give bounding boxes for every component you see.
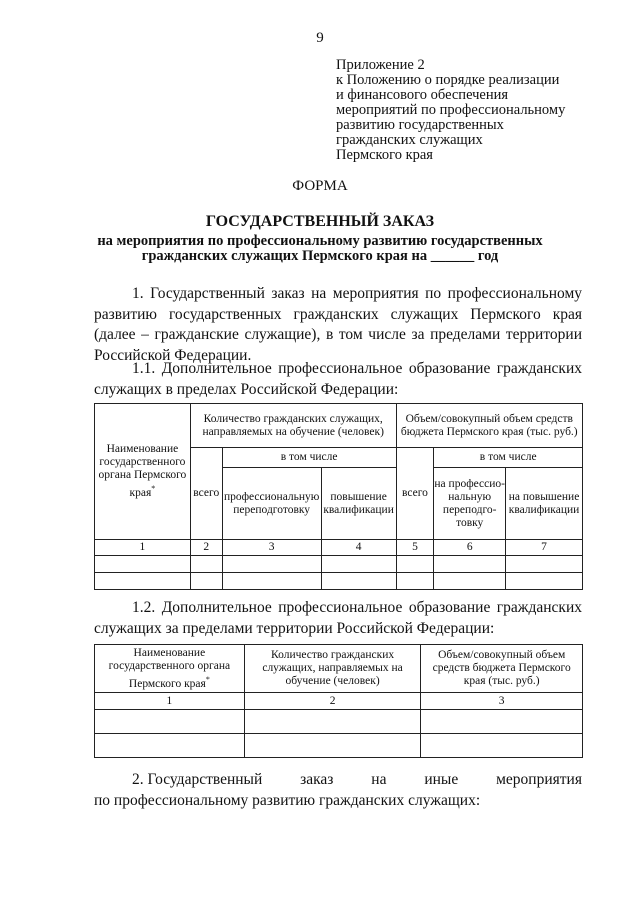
table-row (95, 710, 583, 734)
empty-cell (95, 710, 245, 734)
empty-cell (321, 556, 396, 573)
header-count-total: всего (190, 448, 222, 540)
header-prof-retraining: профессиональную переподготовку (222, 468, 321, 540)
header-count: Количество гражданских служащих, направляемых на обучение (человек) (244, 645, 421, 693)
empty-cell (396, 556, 434, 573)
section-2-word: иные (424, 771, 459, 788)
header-count-including: в том числе (222, 448, 396, 468)
table-row (95, 573, 583, 590)
section-2-word: мероприятия (496, 771, 582, 788)
form-label: ФОРМА (292, 178, 348, 194)
appendix-line: развитию государственных (336, 117, 504, 133)
appendix-line: Приложение 2 (336, 57, 425, 73)
header-count-group: Количество гражданских служащих, направляемых на обучение (человек) (190, 404, 396, 448)
empty-cell (190, 556, 222, 573)
table-domestic-training (94, 403, 583, 590)
column-number: 4 (321, 540, 396, 556)
section-2-word: 2. Государственный (132, 771, 263, 788)
empty-cell (95, 573, 191, 590)
header-budget-qual: на повышение квалификации (506, 468, 583, 540)
column-number: 2 (190, 540, 222, 556)
header-budget-including: в том числе (434, 448, 583, 468)
header-org-name-text: Наименование государственного органа Пермского края (108, 646, 231, 690)
subtitle-line: на мероприятия по профессиональному развитию государственных (97, 233, 543, 249)
empty-cell (396, 573, 434, 590)
appendix-line: мероприятий по профессиональному (336, 102, 566, 118)
column-number: 1 (95, 540, 191, 556)
document-title: ГОСУДАРСТВЕННЫЙ ЗАКАЗ (205, 213, 435, 230)
section-1-text: 1. Государственный заказ на мероприятия по профессиональному развитию государственных гражданских служащих Пермского края (далее – гражданские служащие), в том числе за пределами территории Российской Федерации. (94, 285, 582, 364)
empty-cell (190, 573, 222, 590)
column-number: 3 (222, 540, 321, 556)
empty-cell (95, 734, 245, 758)
table-row (95, 734, 583, 758)
empty-cell (222, 573, 321, 590)
header-budget-total: всего (396, 448, 434, 540)
header-org-name-text: Наименование государственного органа Пермского края (98, 443, 187, 499)
header-org-name (95, 404, 191, 540)
section-1-1-text: 1.1. Дополнительное профессиональное образование гражданских служащих в пределах Российской Федерации: (94, 360, 582, 398)
column-number: 2 (244, 693, 421, 710)
header-qual-upgrade: повышение квалификации (321, 468, 396, 540)
document-subtitle (80, 234, 560, 264)
appendix-line: Пермского края (336, 147, 433, 163)
table-foreign-training (94, 644, 583, 758)
header-budget-group: Объем/совокупный объем средств бюджета Пермского края (тыс. руб.) (396, 404, 582, 448)
column-number: 5 (396, 540, 434, 556)
empty-cell (95, 556, 191, 573)
empty-cell (434, 556, 506, 573)
section-2-word: на (371, 771, 387, 788)
column-number: 1 (95, 693, 245, 710)
empty-cell (506, 573, 583, 590)
empty-cell (434, 573, 506, 590)
appendix-note (336, 58, 565, 163)
appendix-line: и финансового обеспечения (336, 87, 509, 103)
section-2-line-1 (94, 770, 582, 791)
section-1-2-text: 1.2. Дополнительное профессиональное образование гражданских служащих за пределами территории Российской Федерации: (94, 599, 582, 637)
header-budget-retraining: на профессио-нальную переподго-товку (434, 468, 506, 540)
table-row (95, 556, 583, 573)
empty-cell (506, 556, 583, 573)
appendix-line: к Положению о порядке реализации (336, 72, 560, 88)
appendix-line: гражданских служащих (336, 132, 483, 148)
page-number: 9 (316, 30, 324, 46)
empty-cell (421, 734, 583, 758)
asterisk-mark: * (151, 484, 156, 494)
empty-cell (222, 556, 321, 573)
empty-cell (244, 734, 421, 758)
section-2-word: заказ (300, 771, 334, 788)
asterisk-mark: * (205, 674, 210, 684)
column-number: 7 (506, 540, 583, 556)
header-budget: Объем/совокупный объем средств бюджета Пермского края (тыс. руб.) (421, 645, 583, 693)
empty-cell (244, 710, 421, 734)
section-2-line-2: по профессиональному развитию гражданских служащих: (94, 791, 481, 809)
column-number: 3 (421, 693, 583, 710)
header-org-name (95, 645, 245, 693)
empty-cell (321, 573, 396, 590)
section-2-text (94, 770, 582, 811)
empty-cell (421, 710, 583, 734)
subtitle-line: гражданских служащих Пермского края на ______ год (141, 248, 499, 264)
column-number: 6 (434, 540, 506, 556)
